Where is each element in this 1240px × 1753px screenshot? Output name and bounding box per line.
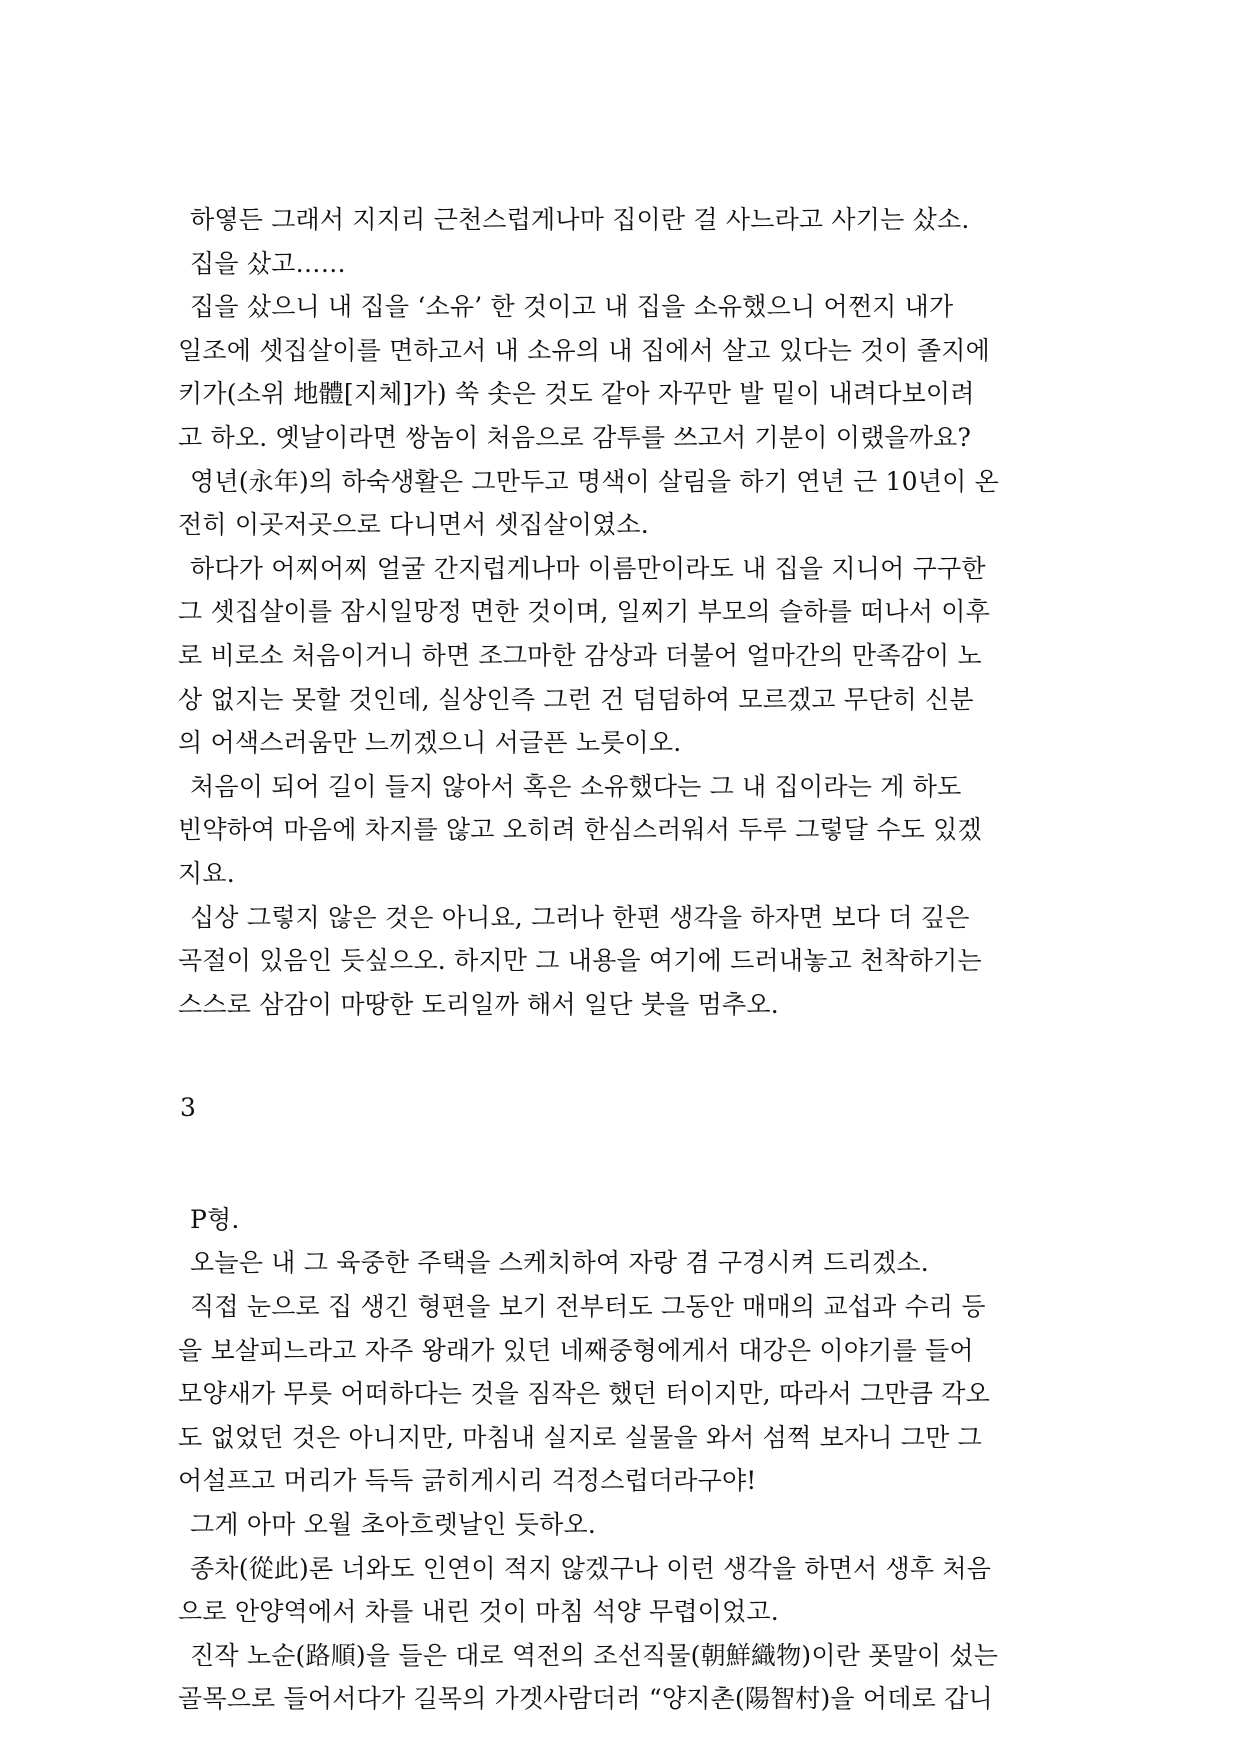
- text-line: 키가(소위 地體[지체]가) 쑥 솟은 것도 같아 자꾸만 발 밑이 내려다보이려: [178, 379, 975, 409]
- text-line: 십상 그렇지 않은 것은 아니요, 그러나 한편 생각을 하자면 보다 더 깊은: [190, 902, 970, 932]
- text-line: 진작 노순(路順)을 들은 대로 역전의 조선직물(朝鮮織物)이란 폿말이 섰는: [190, 1640, 999, 1670]
- text-line: 을 보살피느라고 자주 왕래가 있던 네째중형에게서 대강은 이야기를 들어: [178, 1335, 974, 1365]
- text-line: 하다가 어찌어찌 얼굴 간지럽게나마 이름만이라도 내 집을 지니어 구구한: [190, 553, 986, 583]
- text-block-part1: [178, 198, 1048, 1026]
- text-line: 그게 아마 오월 초아흐렛날인 듯하오.: [190, 1510, 596, 1540]
- text-line: 오늘은 내 그 육중한 주택을 스케치하여 자랑 겸 구경시켜 드리겠소.: [190, 1248, 929, 1278]
- text-line: 모양새가 무릇 어떠하다는 것을 짐작은 했던 터이지만, 따라서 그만큼 각오: [178, 1379, 990, 1409]
- text-line: 스스로 삼감이 마땅한 도리일까 해서 일단 붓을 멈추오.: [178, 989, 779, 1019]
- text-line: 종차(從此)론 너와도 인연이 적지 않겠구나 이런 생각을 하면서 생후 처음: [190, 1553, 992, 1583]
- text-line: 으로 안양역에서 차를 내린 것이 마침 석양 무렵이었고.: [178, 1597, 779, 1627]
- text-line: 도 없었던 것은 아니지만, 마침내 실지로 실물을 와서 섬쩍 보자니 그만 그: [178, 1422, 982, 1452]
- section-gap: [178, 1130, 1048, 1198]
- text-line: 지요.: [178, 858, 235, 888]
- text-line: 고 하오. 옛날이라면 쌍놈이 처음으로 감투를 쓰고서 기분이 이랬을까요?: [178, 422, 972, 452]
- text-line: 전히 이곳저곳으로 다니면서 셋집살이였소.: [178, 510, 649, 540]
- text-line: P형.: [190, 1204, 240, 1234]
- text-line: 집을 샀고……: [190, 248, 346, 278]
- text-line: 골목으로 들어서다가 길목의 가겟사람더러 “양지촌(陽智村)을 어데로 갑니: [178, 1684, 993, 1714]
- document-body: [178, 198, 1048, 1721]
- text-block-part2: [178, 1198, 1048, 1721]
- text-line: 어설프고 머리가 득득 긁히게시리 걱정스럽더라구야!: [178, 1466, 757, 1496]
- text-line: 빈약하여 마음에 차지를 않고 오히려 한심스러워서 두루 그렇달 수도 있겠: [178, 815, 982, 845]
- text-line: 집을 샀으니 내 집을 ‘소유’ 한 것이고 내 집을 소유했으니 어쩐지 내가: [190, 292, 954, 322]
- section-gap: [178, 1026, 1048, 1086]
- text-line: 상 없지는 못할 것인데, 실상인즉 그런 건 덤덤하여 모르겠고 무단히 신분: [178, 684, 974, 714]
- text-line: 그 셋집살이를 잠시일망정 면한 것이며, 일찌기 부모의 슬하를 떠나서 이후: [178, 597, 990, 627]
- text-line: 의 어색스러움만 느끼겠으니 서글픈 노릇이오.: [178, 728, 682, 758]
- text-line: 로 비로소 처음이거니 하면 조그마한 감상과 더불어 얼마간의 만족감이 노: [178, 640, 982, 670]
- text-line: 직접 눈으로 집 생긴 형편을 보기 전부터도 그동안 매매의 교섭과 수리 등: [190, 1292, 986, 1322]
- text-line: 일조에 셋집살이를 면하고서 내 소유의 내 집에서 살고 있다는 것이 졸지에: [178, 335, 990, 365]
- text-line: 영년(永年)의 하숙생활은 그만두고 명색이 살림을 하기 연년 근 10년이 온: [190, 466, 999, 496]
- section-number: 3: [180, 1093, 196, 1123]
- text-line: 하옇든 그래서 지지리 근천스럽게나마 집이란 걸 사느라고 사기는 샀소.: [190, 205, 970, 234]
- text-line: 처음이 되어 길이 들지 않아서 혹은 소유했다는 그 내 집이라는 게 하도: [190, 771, 962, 801]
- text-line: 곡절이 있음인 듯싶으오. 하지만 그 내용을 여기에 드러내놓고 천착하기는: [178, 946, 982, 976]
